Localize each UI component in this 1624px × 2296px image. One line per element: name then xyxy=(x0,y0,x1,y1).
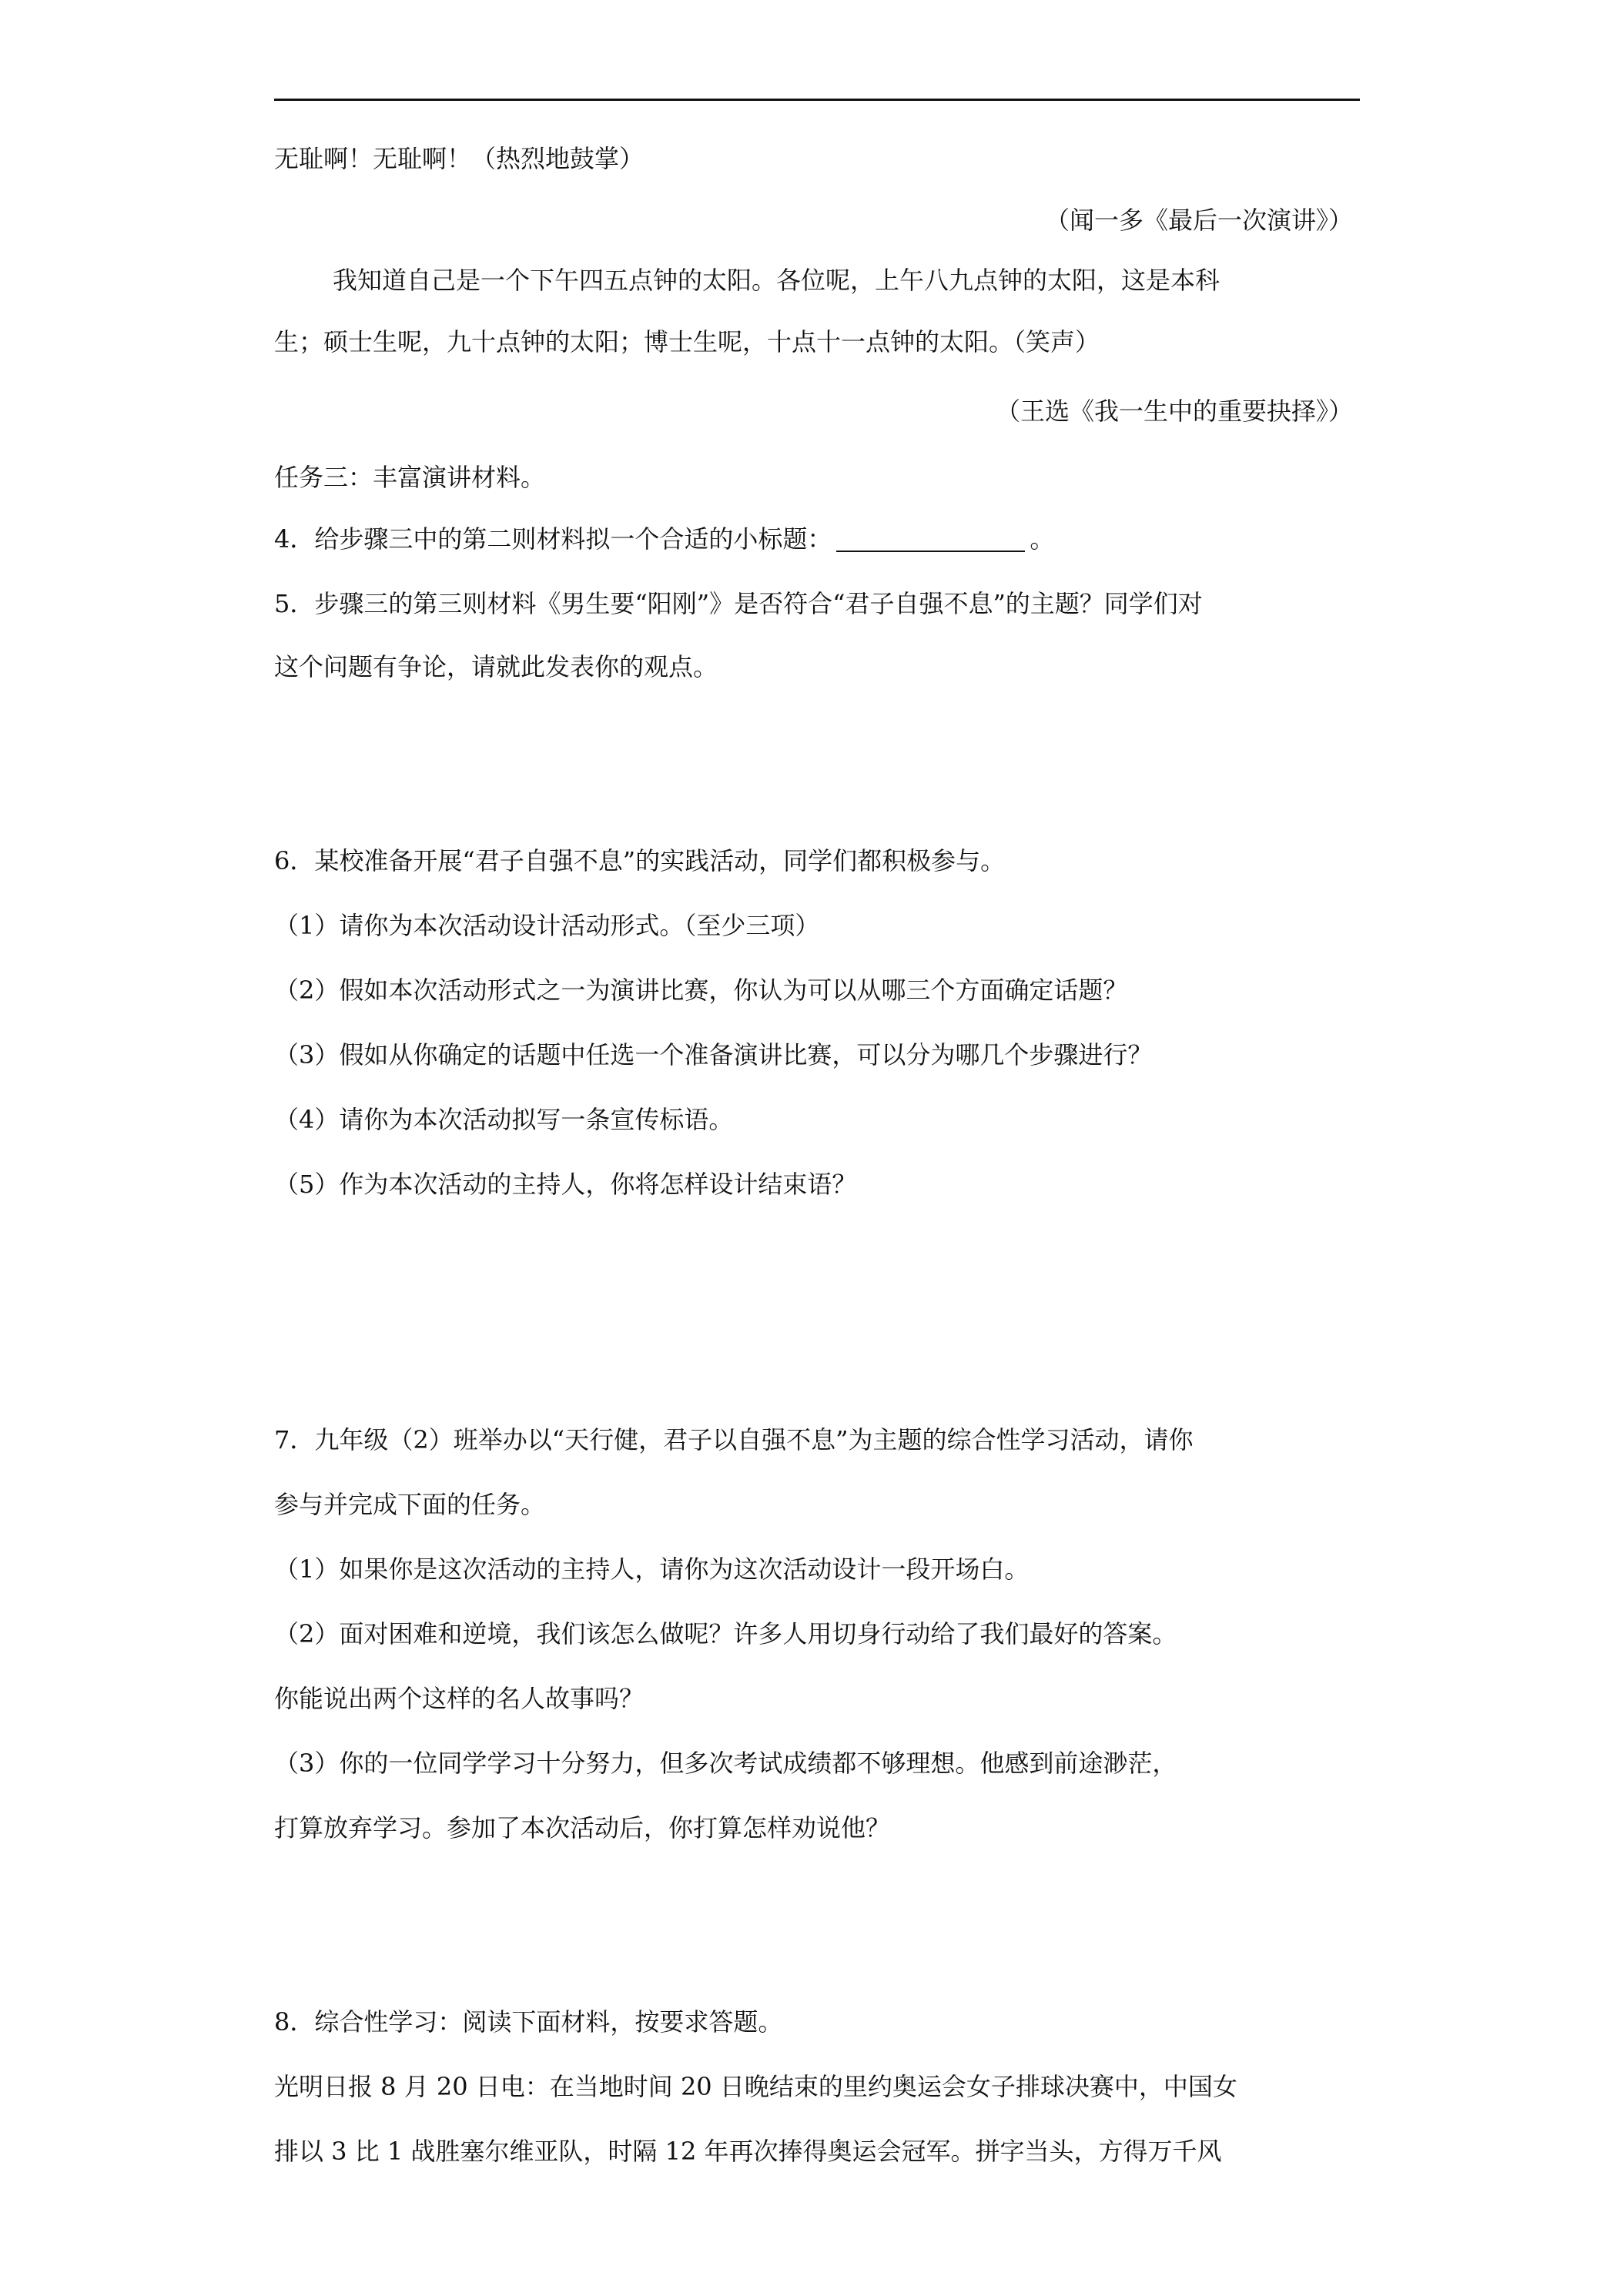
question-4-text: 4．给步骤三中的第二则材料拟一个合适的小标题： xyxy=(274,524,832,554)
question-6-item-5: （5）作为本次活动的主持人，你将怎样设计结束语？ xyxy=(274,1170,857,1199)
quote-source-wang-xuan: （王选《我一生中的重要抉择》） xyxy=(995,397,1353,426)
question-6-item-2: （2）假如本次活动形式之一为演讲比赛，你认为可以从哪三个方面确定话题？ xyxy=(274,976,1128,1005)
question-8-passage-line-1: 光明日报 8 月 20 日电：在当地时间 20 日晚结束的里约奥运会女子排球决赛中，中国女 xyxy=(274,2072,1237,2101)
question-6-item-1: （1）请你为本次活动设计活动形式。（至少三项） xyxy=(274,911,820,940)
question-5-line-1: 5．步骤三的第三则材料《男生要“阳刚”》是否符合“君子自强不息”的主题？同学们对 xyxy=(274,589,1203,618)
question-7-item-2-line-2: 你能说出两个这样的名人故事吗？ xyxy=(274,1684,645,1713)
task-three-heading: 任务三：丰富演讲材料。 xyxy=(274,463,546,492)
question-4 xyxy=(274,520,1054,557)
question-7-line-1: 7．九年级（2）班举办以“天行健，君子以自强不息”为主题的综合性学习活动，请你 xyxy=(274,1425,1194,1454)
question-7-item-3-line-1: （3）你的一位同学学习十分努力，但多次考试成绩都不够理想。他感到前途渺茫， xyxy=(274,1749,1177,1778)
quote-paragraph-line-1: 我知道自己是一个下午四五点钟的太阳。各位呢，上午八九点钟的太阳，这是本科 xyxy=(333,266,1221,295)
quote-paragraph-line-2: 生；硕士生呢，九十点钟的太阳；博士生呢，十点十一点钟的太阳。（笑声） xyxy=(274,327,1100,356)
answer-blank[interactable] xyxy=(836,527,1025,552)
quote-line: 无耻啊！无耻啊！（热烈地鼓掌） xyxy=(274,144,645,173)
question-6-item-4: （4）请你为本次活动拟写一条宣传标语。 xyxy=(274,1105,734,1134)
question-5-line-2: 这个问题有争论，请就此发表你的观点。 xyxy=(274,652,718,681)
question-7-line-2: 参与并完成下面的任务。 xyxy=(274,1490,546,1519)
question-7-item-1: （1）如果你是这次活动的主持人，请你为这次活动设计一段开场白。 xyxy=(274,1555,1030,1584)
question-8-passage-line-2: 排以 3 比 1 战胜塞尔维亚队，时隔 12 年再次捧得奥运会冠军。拼字当头，方得万千风 xyxy=(274,2137,1222,2166)
question-7-item-2-line-1: （2）面对困难和逆境，我们该怎么做呢？许多人用切身行动给了我们最好的答案。 xyxy=(274,1619,1177,1648)
question-7-item-3-line-2: 打算放弃学习。参加了本次活动后，你打算怎样劝说他？ xyxy=(274,1813,891,1842)
question-6-item-3: （3）假如从你确定的话题中任选一个准备演讲比赛，可以分为哪几个步骤进行？ xyxy=(274,1040,1153,1069)
header-rule xyxy=(274,99,1360,101)
question-8: 8．综合性学习：阅读下面材料，按要求答题。 xyxy=(274,2007,783,2037)
quote-source-wen-yiduo: （闻一多《最后一次演讲》） xyxy=(1044,206,1353,235)
question-6: 6．某校准备开展“君子自强不息”的实践活动，同学们都积极参与。 xyxy=(274,846,1006,875)
question-4-end: 。 xyxy=(1030,524,1055,554)
